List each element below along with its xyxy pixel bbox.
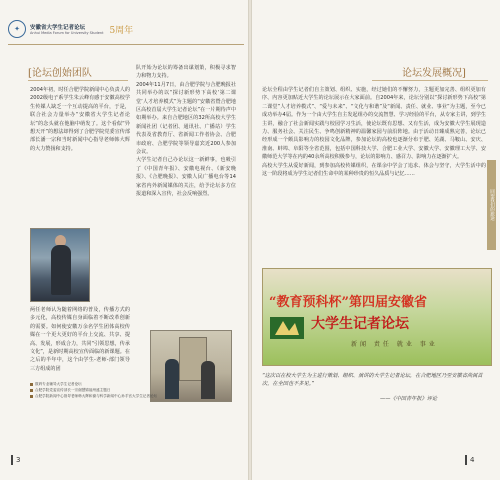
section-underline	[372, 80, 488, 81]
header-org-name: 安徽省大学生记者论坛	[30, 25, 86, 31]
caption-3: 合肥学院新闻中心指导老师韩大辉和谢与科学新闻中心孙手宫大学生记者论坛	[30, 394, 157, 399]
header-divider	[8, 44, 244, 45]
page-number-bar	[11, 455, 13, 465]
photo-speaker-body	[51, 245, 71, 295]
caption-marker	[30, 395, 33, 398]
poster-slogan: 新闻 责任 就业 事业	[351, 341, 438, 348]
page-header	[8, 20, 133, 38]
photo-two-people	[150, 330, 232, 402]
right-body-text: 论坛全程由学生记者们自主策划、组织、实施，经过她们的不懈努力，主题更加完善、组织更加有序、内容更加贴近大学生的论坛展示在大家面前。自2004年来，论坛分别以“探讨新形势下高校“第二课堂”人才培养模式”、“爱与未来”、“文化与和谐”及“新闻、责任、就业、事业”为主题，至今已成功举办4届。作为一个由大学生自主发起组办的交流智慧、学习经验的平台，从专家主讲，到学生主讲，融合了社会新闻实践与校园学习生活，使论坛既有思想、又有生活，成为安徽大学生展现造力、服务社会、关注民生、争鸣创新精神的温馨家园与前沿阵地。由于活动日臻成熟完善，论坛已经形成一个颇具影响力的校园文化品牌，参加论坛的高校也逐渐分布于肥、芜湖、马鞍山、安庆、淮南、蚌埠、阜阳等全省范围，包括中国科技大学、合肥工业大学、安徽大学、安徽理工大学、安徽师范大学等在内的40余所高校积极参与，论坛的影响力、感召力、影响力在逐渐扩大。 高校大学生从爱好新闻，到参加高校传媒组织，在课余中学会了追求、体会与坚守，大学生活中的这一阶段将成为学生记者们生命中的某种珍贵的恒久品质与记忆……	[262, 87, 486, 178]
left-col1-top-text: 2004年初，时任合肥学院新闻中心负责人的2002级电子系学生朱云峰有感于安徽高校学生传媒人缺乏一个互动提高的平台，于是，联合社会力量举办“安徽省大学生记者论坛”的念头就在他脑中萌发了。这个看似“异想天开”的想法却得到了合肥学院党委宣传部部长潘一宗和当时新闻中心指导老师韩大辉的大力赞扬和支持。	[30, 87, 130, 152]
forum-logo-icon: ✦	[8, 20, 26, 38]
left-col1-bottom-text: 两任老师认为随着网络的普及，传播方式的多元化，高校传媒自身面临着不断改革创新的需要。如何使安徽万余名学生团体高校传媒在一个更大更好的平台上交流、共享、提高、发展，形成合力，共同“引领思想，传承文化”，是新时期高校宣传面临的新课题。在之后的半年中，这个由学生-老师-部门领导三方组成的团	[30, 307, 130, 372]
page-number-bar	[465, 455, 467, 465]
forum-poster	[262, 268, 492, 366]
section-title-founding-team: [论坛创始团队	[28, 68, 92, 79]
poster-headline: “教育预科杯”第四届安徽省	[269, 295, 427, 310]
section-title-development: 论坛发展概况]	[402, 68, 466, 79]
caption-2: 合肥学院党委宣传部长一宗谢慧锦福州盛主题日	[30, 388, 110, 393]
section-underline	[28, 80, 128, 81]
left-col2-text: 队开始为论坛的筹备出谋划策，积极寻求智力和物力支持。 2004年11月7日，由合肥学院与合肥晚报社共同举办的以“探讨新形势下高校‘第二课堂’人才培养模式”为主题的“安徽省暨合肥地区高校首届大学生记者论坛”在一片期待声中如期举办。来自合肥地区的32所高校大学生新闻社团（记者团、通讯社、广播站）学生代表及省教育厅、省新闻工作者协会、合肥市政府、合肥学院等领导嘉宾近200人参加会议。 大学生记者自己办论坛这一新鲜事，也吸引了《中国青年报》、安徽电视台、《新安晚报》、《合肥晚报》、安徽人民广播电台等14家省内外新闻媒体的关注，给予论坛多方位报道和深入宣传，社会反响强烈。	[136, 65, 236, 198]
page-number-right: 4	[462, 455, 474, 465]
caption-marker	[30, 383, 33, 386]
caption-marker	[30, 389, 33, 392]
press-quote: “这次以在校大学生为主进行策划、组织、演讲的大学生记者论坛，在合肥地区乃至安徽省尚属首次，在全国也不多见。”	[262, 373, 483, 388]
poster-emblem-icon	[269, 315, 305, 341]
photo-speaker	[30, 228, 90, 302]
photo-person-2	[201, 361, 215, 399]
left-page	[0, 0, 248, 480]
header-anniversary: 5周年	[109, 25, 134, 36]
header-org-english: Anhui Media Forum for University Student	[30, 31, 104, 35]
header-text	[30, 23, 103, 35]
caption-1: 数码专业辅导大学生记者论坛	[30, 382, 82, 387]
side-tab: 回望我们的旅途	[487, 160, 496, 250]
poster-main-title: 大学生记者论坛	[311, 316, 409, 332]
page-number-left: 3	[8, 455, 20, 465]
press-quote-source: ——《中国青年报》评论	[380, 396, 438, 402]
photo-person-1	[165, 359, 179, 399]
